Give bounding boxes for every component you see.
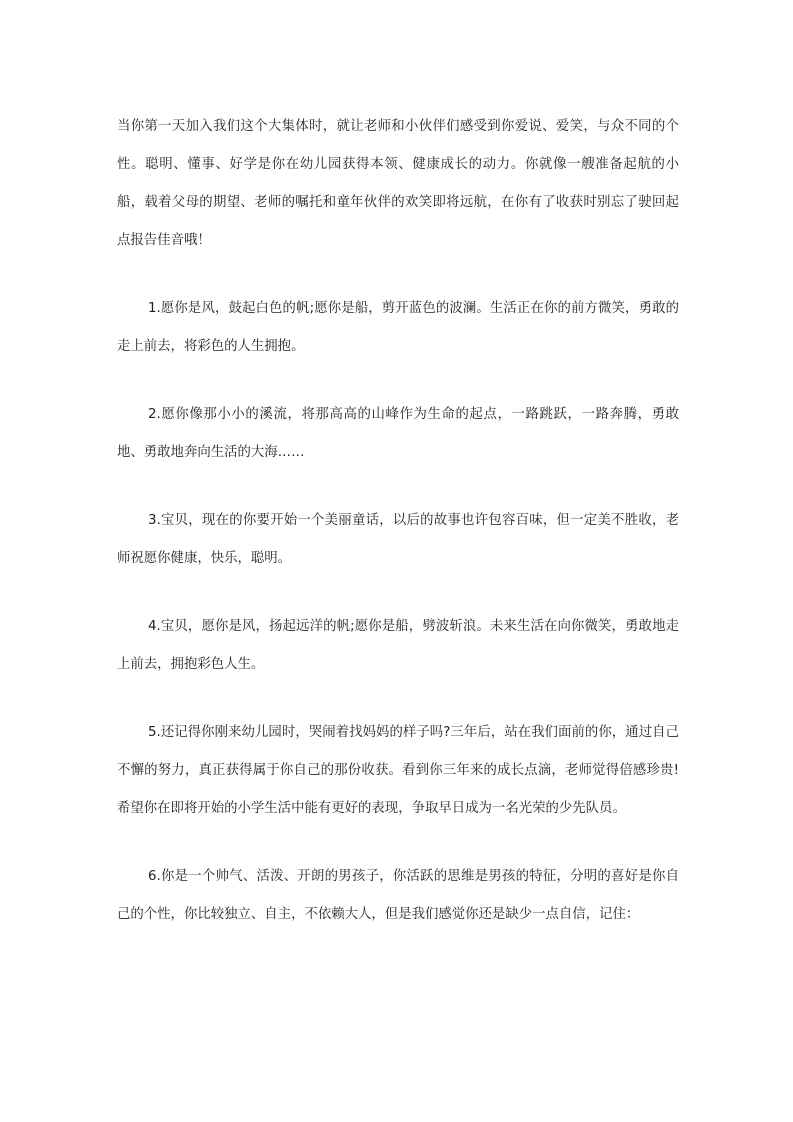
wish-item-3: 3.宝贝，现在的你要开始一个美丽童话，以后的故事也许包容百味，但一定美不胜收，老师祝愿你健康，快乐，聪明。 <box>117 513 679 566</box>
document-body <box>117 108 679 934</box>
paragraph-gap <box>117 578 679 608</box>
wish-item-1: 1.愿你是风，鼓起白色的帆;愿你是船，剪开蓝色的波澜。生活正在你的前方微笑，勇敢的走上前去，将彩色的人生拥抱。 <box>117 301 679 354</box>
paragraph-gap <box>117 366 679 396</box>
paragraph-gap <box>117 828 679 858</box>
wish-item-2: 2.愿你像那小小的溪流，将那高高的山峰作为生命的起点，一路跳跃，一路奔腾，勇敢地、勇敢地奔向生活的大海…… <box>117 407 679 460</box>
wish-item-5: 5.还记得你刚来幼儿园时，哭闹着找妈妈的样子吗?三年后，站在我们面前的你，通过自己不懈的努力，真正获得属于你自己的那份收获。看到你三年来的成长点滴，老师觉得倍感珍贵!希望你在即将开始的小学生活中能有更好的表现，争取早日成为一名光荣的少先队员。 <box>117 725 679 816</box>
wish-item-4: 4.宝贝，愿你是风，扬起远洋的帆;愿你是船，劈波斩浪。未来生活在向你微笑，勇敢地走上前去，拥抱彩色人生。 <box>117 619 679 672</box>
intro-paragraph: 当你第一天加入我们这个大集体时，就让老师和小伙伴们感受到你爱说、爱笑，与众不同的个性。聪明、懂事、好学是你在幼儿园获得本领、健康成长的动力。你就像一艘准备起航的小船，载着父母的期望、老师的嘱托和童年伙伴的欢笑即将远航，在你有了收获时别忘了驶回起点报告佳音哦！ <box>117 119 679 248</box>
paragraph-gap <box>117 472 679 502</box>
wish-item-6: 6.你是一个帅气、活泼、开朗的男孩子，你活跃的思维是男孩的特征，分明的喜好是你自己的个性，你比较独立、自主，不依赖大人，但是我们感觉你还是缺少一点自信，记住： <box>117 869 679 922</box>
paragraph-gap <box>117 260 679 290</box>
paragraph-gap <box>117 684 679 714</box>
